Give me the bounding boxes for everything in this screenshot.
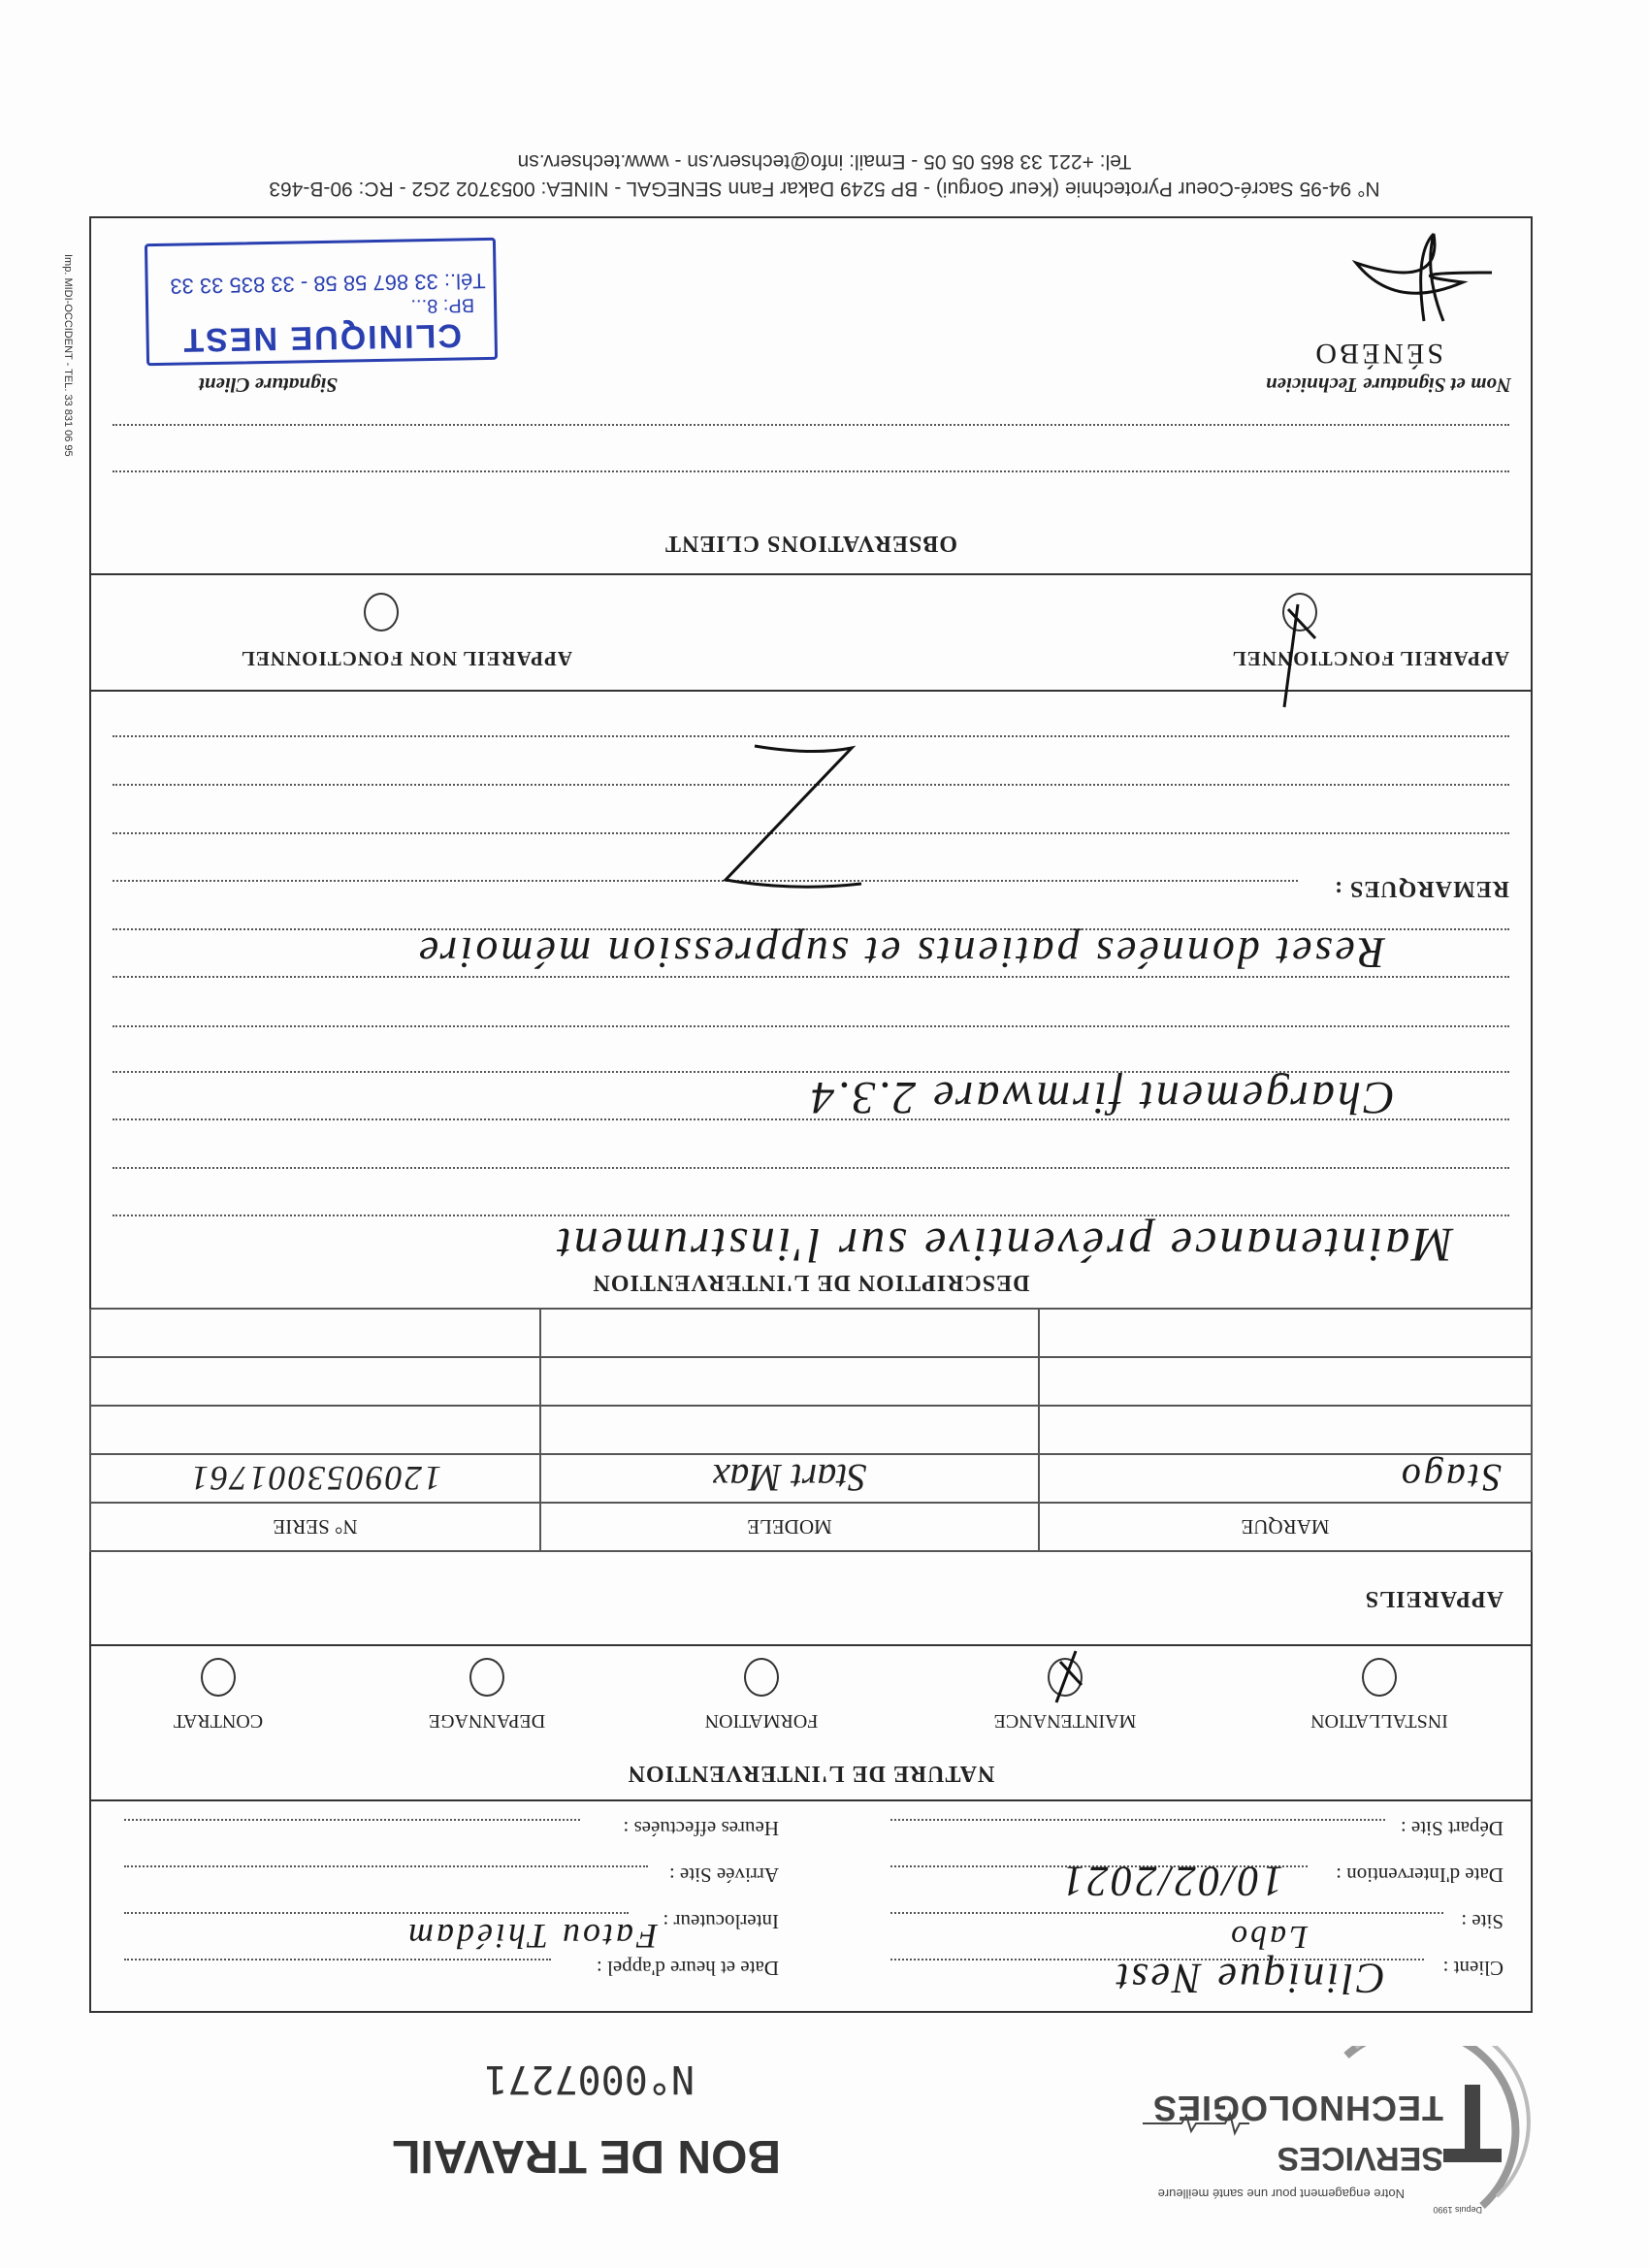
option-depannage-radio[interactable]	[469, 1658, 504, 1697]
logo-since: Depuis 1990	[1433, 2205, 1482, 2215]
description-section	[89, 690, 1533, 1309]
checkmark-icon	[1041, 1646, 1089, 1704]
description-line-1: Maintenance préventive sur l'instrument	[554, 1218, 1453, 1273]
option-depannage-label: DEPANNAGE	[428, 1710, 546, 1732]
column-serie: N° SERIE	[90, 1503, 540, 1551]
description-line-3: Reset données patients et suppression mémoire	[415, 928, 1385, 978]
observations-title: OBSERVATIONS CLIENT	[663, 531, 958, 556]
stamp-tel: Tél.: 33 867 58 58 - 33 835 33 33	[170, 269, 486, 299]
column-marque: MARQUE	[1039, 1503, 1532, 1551]
column-modele: MODELE	[540, 1503, 1039, 1551]
table-row	[90, 1454, 1532, 1503]
appareils-section	[89, 1550, 1533, 1646]
document-number: N°0007271	[484, 2057, 695, 2101]
stamp-bp: BP: 8...	[410, 294, 475, 317]
logo-text-line1: TECHNOLOGIES	[1151, 2089, 1443, 2128]
option-contrat-radio[interactable]	[201, 1658, 236, 1697]
footer-contact: Tel: +221 33 865 05 05 - Email: info@techserv.sn - www.techserv.sn	[517, 150, 1132, 173]
table-row	[90, 1309, 1532, 1357]
arrivee-site-label: Arrivée Site :	[668, 1863, 779, 1887]
option-installation-radio[interactable]	[1362, 1658, 1397, 1697]
date-intervention-value: 10/02/2021	[1059, 1858, 1283, 1905]
description-title: DESCRIPTION DE L'INTERVENTION	[592, 1270, 1030, 1295]
client-stamp	[145, 238, 498, 366]
option-contrat-label: CONTRAT	[173, 1710, 264, 1732]
option-formation-label: FORMATION	[704, 1710, 819, 1732]
technicien-signature-icon	[1308, 224, 1502, 331]
etat-section	[89, 573, 1533, 692]
stamp-name: CLINIQUE NEST	[181, 316, 463, 359]
table-row	[90, 1357, 1532, 1406]
client-label: Client :	[1442, 1957, 1504, 1980]
non-fonctionnel-label: APPAREIL NON FONCTIONNEL	[240, 647, 572, 670]
nature-section	[89, 1644, 1533, 1801]
depart-site-label: Départ Site :	[1400, 1817, 1504, 1840]
date-appel-label: Date et heure d'appel :	[596, 1957, 779, 1980]
cell-modele: Start Max	[540, 1454, 1039, 1503]
printer-credit: Imp. MIDI-OCCIDENT - TEL. 33 831 06 95	[62, 254, 74, 457]
date-intervention-label: Date d'Intervention :	[1336, 1863, 1504, 1887]
option-formation-radio[interactable]	[744, 1658, 779, 1697]
interlocuteur-value: Fatou Thiédam	[405, 1917, 658, 1956]
appareils-table	[89, 1308, 1533, 1552]
footer-address: N° 94-95 Sacré-Coeur Pyrotechnie (Keur Gorgui) - BP 5249 Dakar Fann SENEGAL - NINEA: 0053702 2G2 - RC: 90-B-463	[269, 178, 1380, 200]
strike-stroke-icon	[706, 736, 871, 891]
table-row	[90, 1406, 1532, 1454]
description-line-2: Chargement firmware 2.3.4	[808, 1072, 1395, 1123]
info-section	[89, 1799, 1533, 2013]
logo-tagline: Notre engagement pour une santé meilleure	[1157, 2187, 1405, 2201]
table-header-row	[90, 1503, 1532, 1551]
option-maintenance-label: MAINTENANCE	[993, 1710, 1137, 1732]
fonctionnel-label: APPAREIL FONCTIONNEL	[1231, 647, 1509, 670]
technicien-name: SÉNÉBO	[1312, 338, 1443, 370]
site-value: Labo	[1228, 1919, 1308, 1955]
cell-serie: 1209053001761	[90, 1454, 540, 1503]
client-value: Clinique Nest	[1114, 1955, 1385, 2002]
heures-label: Heures effectuées :	[623, 1817, 779, 1840]
checkmark-icon	[1269, 595, 1327, 711]
non-fonctionnel-radio[interactable]	[364, 593, 399, 632]
site-label: Site :	[1461, 1910, 1504, 1933]
observations-section	[89, 216, 1533, 575]
document-title: BON DE TRAVAIL	[392, 2130, 781, 2182]
appareils-title: APPAREILS	[1364, 1586, 1504, 1611]
remarques-label: REMARQUES :	[1333, 876, 1509, 901]
technicien-label: Nom et Signature Technicien	[1266, 373, 1511, 397]
cell-marque: Stago	[1039, 1454, 1532, 1503]
signature-client-label: Signature Client	[199, 373, 338, 397]
option-installation-label: INSTALLATION	[1310, 1710, 1448, 1732]
logo-text-line2: SERVICES	[1277, 2140, 1443, 2177]
nature-title: NATURE DE L'INTERVENTION	[627, 1761, 995, 1786]
company-logo	[1094, 2046, 1540, 2220]
interlocuteur-label: Interlocuteur :	[663, 1910, 779, 1933]
